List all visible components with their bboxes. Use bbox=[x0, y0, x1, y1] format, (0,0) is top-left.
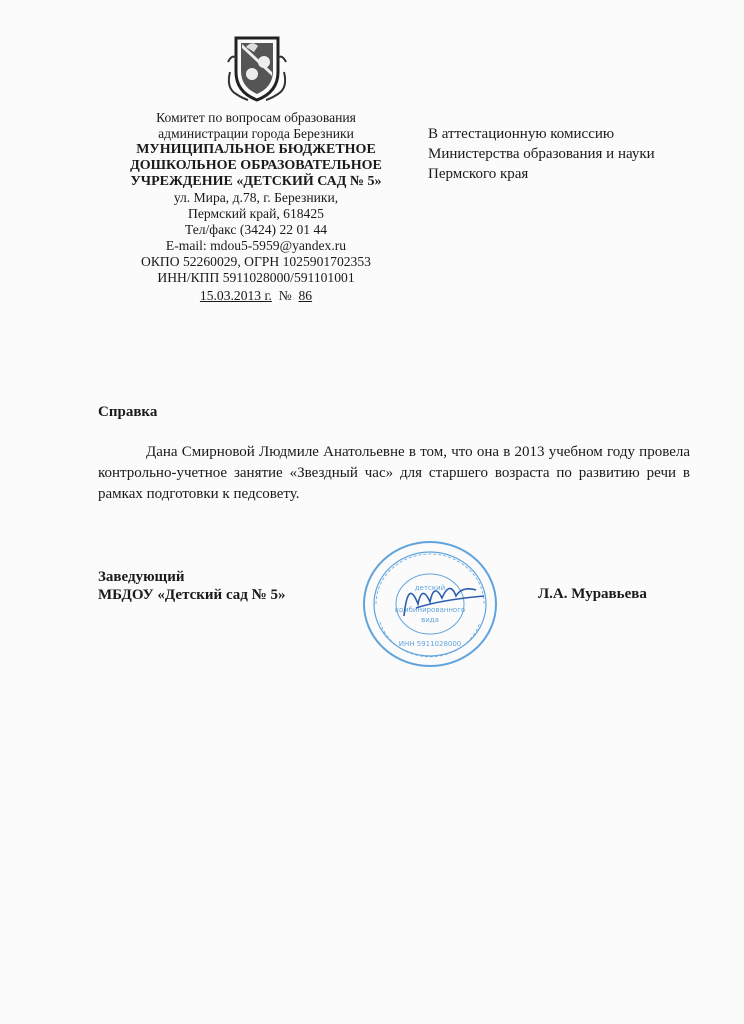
address-line-1: ул. Мира, д.78, г. Березники, bbox=[173, 190, 339, 205]
signatory-name: Л.А. Муравьева bbox=[538, 586, 647, 602]
stamp-inner-line-1: детский bbox=[414, 584, 446, 592]
reference-line bbox=[100, 288, 412, 304]
stamp-inner-line-2: комбинированного bbox=[394, 606, 466, 614]
document-number: 86 bbox=[298, 288, 313, 303]
recipient-line-3: Пермского края bbox=[428, 166, 529, 182]
committee-line: Комитет по вопросам образования bbox=[156, 110, 356, 125]
position-line-2: МБДОУ «Детский сад № 5» bbox=[98, 587, 286, 603]
sender-block bbox=[100, 110, 412, 304]
body-paragraph: Дана Смирновой Людмиле Анатольевне в том, что она в 2013 учебном году провела контрольно-учетное занятие «Звездный час» для старшего возраста по развитию речи в рамках подготовки к педсовету. bbox=[98, 444, 690, 502]
org-name-line-1: МУНИЦИПАЛЬНОЕ БЮДЖЕТНОЕ bbox=[136, 142, 376, 157]
org-name-line-3: УЧРЕЖДЕНИЕ «ДЕТСКИЙ САД № 5» bbox=[130, 174, 382, 189]
signatory-position bbox=[98, 568, 285, 604]
document-title: Справка bbox=[98, 404, 158, 420]
recipient-block bbox=[428, 124, 728, 184]
document-date: 15.03.2013 г. bbox=[199, 288, 272, 303]
phone-line: Тел/факс (3424) 22 01 44 bbox=[184, 222, 328, 237]
official-stamp bbox=[360, 538, 500, 670]
address-line-2: Пермский край, 618425 bbox=[188, 206, 324, 221]
administration-line: администрации города Березники bbox=[158, 126, 354, 141]
stamp-number: ИНН 5911028000 bbox=[398, 640, 462, 648]
coat-of-arms-icon bbox=[222, 32, 292, 104]
number-sign: № bbox=[278, 288, 292, 303]
position-line-1: Заведующий bbox=[98, 569, 185, 585]
org-name-line-2: ДОШКОЛЬНОЕ ОБРАЗОВАТЕЛЬНОЕ bbox=[130, 158, 382, 173]
inn-line: ИНН/КПП 5911028000/591101001 bbox=[157, 270, 355, 285]
recipient-line-2: Министерства образования и науки bbox=[428, 146, 655, 162]
okpo-line: ОКПО 52260029, ОГРН 1025901702353 bbox=[141, 254, 371, 269]
recipient-line-1: В аттестационную комиссию bbox=[428, 126, 615, 142]
stamp-inner-line-3: вида bbox=[421, 616, 439, 624]
email-line: E-mail: mdou5-5959@yandex.ru bbox=[165, 238, 347, 253]
